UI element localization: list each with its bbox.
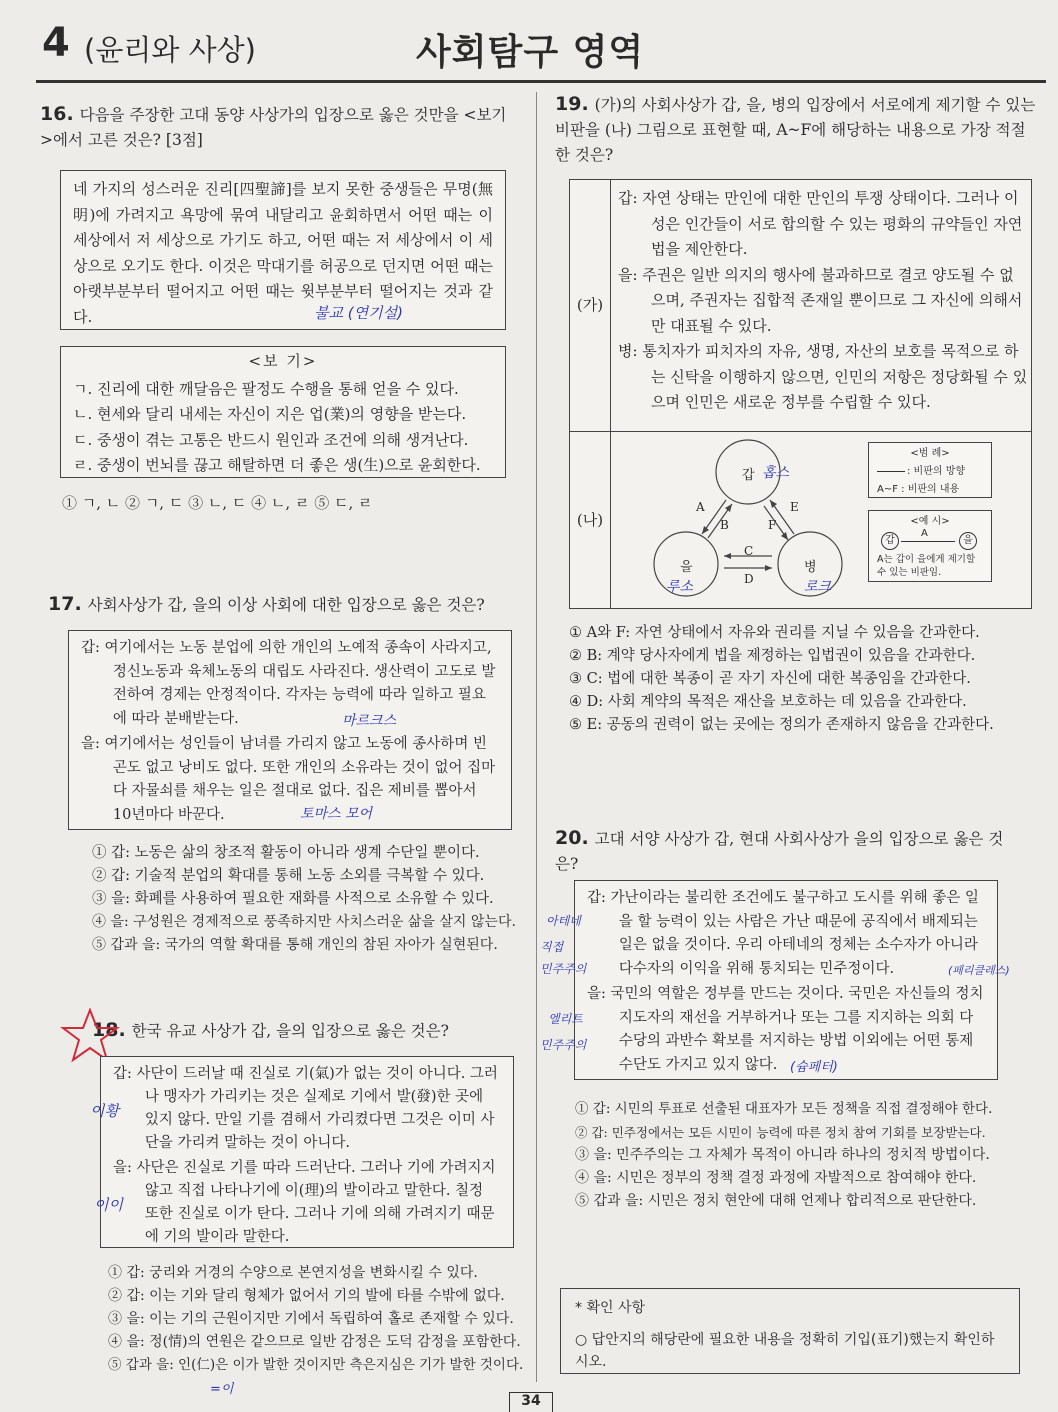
page-header <box>36 18 1036 76</box>
question-19-choice-5[interactable]: ⑤ E: 공동의 권력이 없는 곳에는 정의가 존재하지 않음을 간과한다. <box>569 717 994 733</box>
handwritten-note-18-bottom: =이 <box>210 1382 234 1397</box>
handwritten-node-gap: 홉스 <box>762 465 790 481</box>
question-17-text: 사회사상가 갑, 을의 이상 사회에 대한 입장으로 옳은 것은? <box>87 596 485 614</box>
node-gap: 갑 <box>742 468 755 483</box>
question-17-passage <box>68 630 512 830</box>
handwritten-note-20-eul: (슘페터) <box>790 1060 838 1075</box>
handwritten-note-18-gap: 이황 <box>90 1102 119 1120</box>
label-d: D <box>744 572 754 586</box>
question-17-choice-3[interactable]: ③ 을: 화폐를 사용하여 필요한 재화를 사적으로 소유할 수 있다. <box>92 891 494 907</box>
question-18-text: 한국 유교 사상가 갑, 을의 입장으로 옳은 것은? <box>131 1022 449 1040</box>
node-byeong: 병 <box>804 560 817 575</box>
question-20-choice-2[interactable]: ② 갑: 민주정에서는 모든 시민이 능력에 따른 정치 참여 기회를 보장받는다. <box>575 1125 986 1140</box>
label-b: B <box>720 518 729 532</box>
statement-gap: 갑: 자연 상태는 만인에 대한 만인의 투쟁 상태이다. 그러나 이성은 인간들이 서로 합의할 수 있는 평화의 규약들인 자연법을 제안한다. <box>618 189 1023 258</box>
question-20-choice-3[interactable]: ③ 을: 민주주의는 그 자체가 목적이 아니라 하나의 정치적 방법이다. <box>575 1147 990 1163</box>
question-20-choice-4[interactable]: ④ 을: 시민은 정부의 정책 결정 과정에 자발적으로 참여해야 한다. <box>575 1170 977 1186</box>
statement-eul: 을: 주권은 일반 의지의 행사에 불과하므로 결코 양도될 수 없으며, 주권자는 집합적 존재일 뿐이므로 그 자신에 의해서만 대표될 수 있다. <box>618 265 1023 335</box>
page-number: 34 <box>509 1392 553 1412</box>
question-18-passage <box>100 1056 514 1248</box>
question-18-choice-4[interactable]: ④ 을: 정(情)의 연원은 같으므로 일반 감정은 도덕 감정을 포함한다. <box>108 1334 521 1350</box>
question-20-stem <box>555 826 1025 877</box>
legend-arrow-row <box>877 462 991 477</box>
question-20-passage-eul: 을: 국민의 역할은 정부를 만드는 것이다. 국민은 자신들의 정치 지도자의 재선을 거부하거나 또는 그를 지지하는 의회 다수당의 과반수 확보를 저지하는 방법 이외에는 어떤 통제 수단도 가지고 있지 않다. <box>587 986 984 1073</box>
question-16-passage <box>60 170 506 330</box>
row-label-ga: (가) <box>570 180 611 431</box>
question-17-choice-1[interactable]: ① 갑: 노동은 삶의 창조적 활동이 아니라 생계 수단일 뿐이다. <box>92 845 480 861</box>
question-18-number: 18. <box>92 1019 126 1041</box>
question-19-stem <box>555 92 1040 168</box>
question-20-passage <box>574 880 998 1080</box>
page-header-subject: (윤리와 사상) <box>84 33 256 67</box>
handwritten-left-5: 민주주의 <box>540 1038 587 1052</box>
handwritten-note-20-gap: (페리클레스) <box>948 964 1010 977</box>
question-16-number: 16. <box>40 103 74 125</box>
check-notice-box <box>560 1288 1020 1374</box>
question-19-table <box>569 179 1032 609</box>
question-20-number: 20. <box>555 827 589 849</box>
question-16-text: 다음을 주장한 고대 동양 사상가의 입장으로 옳은 것만을 <보기>에서 고른 것은? [3점] <box>40 106 507 149</box>
question-16-bogi <box>60 346 506 478</box>
question-16-passage-text: 네 가지의 성스러운 진리[四聖諦]를 보지 못한 중생들은 무명(無明)에 가려지고 욕망에 묶여 내달리고 윤회하면서 어떤 때는 이 세상에서 저 세상으로 가기도 하고, 어떤 때는 저 세상에서 이 세상으로 오기도 한다. 이것은 막대기를 허공으로 던지면 어떤 때는 아랫부분부터 떨어지고 어떤 때는 윗부분부터 떨어지는 것과 같다. <box>73 180 493 326</box>
question-19-choice-4[interactable]: ④ D: 사회 계약의 목적은 재산을 보호하는 데 있음을 간과한다. <box>569 694 967 710</box>
row-label-na: (나) <box>570 432 611 608</box>
question-17-passage-gap: 갑: 여기에서는 노동 분업에 의한 개인의 노예적 종속이 사라지고, 정신노동과 육체노동의 대립도 사라진다. 생산력이 고도로 발전하여 경제는 안정적이다. 각자는 능력에 따라 일하고 필요에 따라 분배받는다. <box>81 640 496 727</box>
handwritten-left-1: 아테네 <box>546 914 581 928</box>
handwritten-note-16: 불교 (연기설) <box>314 304 403 322</box>
example-node-gap: 갑 <box>881 532 899 550</box>
question-18-choice-1[interactable]: ① 갑: 궁리와 거경의 수양으로 본연지성을 변화시킬 수 있다. <box>108 1265 478 1281</box>
bogi-item: ㄱ. 진리에 대한 깨달음은 팔정도 수행을 통해 얻을 수 있다. <box>73 379 459 398</box>
question-19-statements <box>618 186 1028 416</box>
question-17-passage-eul: 을: 여기에서는 성인들이 남녀를 가리지 않고 노동에 종사하며 빈곤도 없고 낭비도 없다. 또한 개인의 소유라는 것이 없어 집마다 자물쇠를 채우는 일은 절대로 없다. 집은 제비를 뽑아서 10년마다 바꾼다. <box>81 736 496 823</box>
bogi-item: ㄹ. 중생이 번뇌를 끊고 해탈하면 더 좋은 생(生)으로 윤회한다. <box>73 456 481 474</box>
handwritten-node-eul: 루소 <box>666 579 694 595</box>
question-19-choice-3[interactable]: ③ C: 법에 대한 복종이 곧 자기 자신에 대한 복종임을 간과한다. <box>569 671 971 687</box>
legend-arrow-icon <box>877 471 905 472</box>
legend-arrow-text: : 비판의 방향 <box>907 466 966 477</box>
statement-byeong: 병: 통치자가 피치자의 자유, 생명, 자산의 보호를 목적으로 하는 신탁을 이행하지 않으면, 인민의 저항은 정당화될 수 있으며 인민은 새로운 정부를 수립할 수 있다. <box>618 342 1028 411</box>
question-16-stem <box>40 102 510 153</box>
label-c: C <box>744 544 754 558</box>
legend-box <box>868 442 992 498</box>
question-17-choice-5[interactable]: ⑤ 갑과 을: 국가의 역할 확대를 통해 개인의 참된 자아가 실현된다. <box>92 937 498 953</box>
label-a: A <box>696 500 705 514</box>
question-17-number: 17. <box>48 593 82 615</box>
example-diagram <box>869 529 991 551</box>
example-desc: A는 갑이 을에게 제기할 수 있는 비판임. <box>877 554 976 578</box>
header-rule <box>36 80 1046 83</box>
question-20-text: 고대 서양 사상가 갑, 현대 사회사상가 을의 입장으로 옳은 것은? <box>555 830 1004 873</box>
example-box <box>868 510 992 582</box>
node-eul: 을 <box>680 560 693 575</box>
question-18-choice-2[interactable]: ② 갑: 이는 기와 달리 형체가 없어서 기의 발에 타를 수밖에 없다. <box>108 1288 505 1304</box>
handwritten-left-2: 직접 <box>540 940 564 954</box>
bogi-item: ㄷ. 중생이 겪는 고통은 반드시 원인과 조건에 의해 생겨난다. <box>73 430 469 449</box>
label-f: F <box>768 518 777 532</box>
legend-title: <범 례> <box>910 448 950 459</box>
question-20-passage-gap: 갑: 가난이라는 불리한 조건에도 불구하고 도시를 위해 좋은 일을 할 능력이 있는 사람은 가난 때문에 공직에서 배제되는 일은 없을 것이다. 우리 아테네의 정체는 소수자가 아니라 다수자의 이익을 위해 통치되는 민주정이다. <box>587 890 979 977</box>
question-20-choice-5[interactable]: ⑤ 갑과 을: 시민은 정치 현안에 대해 언제나 합리적으로 판단한다. <box>575 1193 977 1209</box>
question-17-choice-2[interactable]: ② 갑: 기술적 분업의 확대를 통해 노동 소외를 극복할 수 있다. <box>92 868 485 884</box>
bogi-item: ㄴ. 현세와 달리 내세는 자신이 지은 업(業)의 영향을 받는다. <box>73 405 467 423</box>
example-label-a: A <box>921 528 928 539</box>
question-18-choice-3[interactable]: ③ 을: 이는 기의 근원이지만 기에서 독립하여 홀로 존재할 수 있다. <box>108 1311 514 1327</box>
handwritten-note-18-eul: 이이 <box>94 1196 123 1214</box>
legend-af-desc: : 비판의 내용 <box>901 484 960 495</box>
handwritten-left-4: 엘리트 <box>548 1012 583 1026</box>
label-e: E <box>790 500 799 514</box>
question-18-stem <box>92 1018 522 1044</box>
question-19-number: 19. <box>555 93 589 115</box>
handwritten-note-17-gap: 마르크스 <box>342 713 397 729</box>
example-arrow-icon <box>901 541 955 542</box>
question-19-row-ga <box>570 180 1031 432</box>
bogi-title: <보 기> <box>248 352 318 370</box>
question-17-stem <box>48 592 518 618</box>
check-notice-title: * 확인 사항 <box>575 1300 645 1316</box>
page-header-number: 4 <box>42 20 70 66</box>
example-title: <예 시> <box>910 516 950 527</box>
question-18-choice-5[interactable]: ⑤ 갑과 을: 인(仁)은 이가 발한 것이지만 측은지심은 기가 발한 것이다. <box>108 1357 524 1373</box>
question-17-choice-4[interactable]: ④ 을: 구성원은 경제적으로 풍족하지만 사치스러운 삶을 살지 않는다. <box>92 914 516 930</box>
example-node-eul: 을 <box>959 532 977 550</box>
legend-af: A~F <box>877 484 898 495</box>
question-18-passage-gap: 갑: 사단이 드러날 때 진실로 기(氣)가 없는 것이 아니다. 그러나 맹자가 가리키는 것은 실제로 기에서 발(發)한 곳에 있지 않다. 만일 기를 겸해서 가리켰다면 그것은 이미 사단을 가리켜 말하는 것이 아니다. <box>113 1066 498 1151</box>
question-19-text: (가)의 사회사상가 갑, 을, 병의 입장에서 서로에게 제기할 수 있는 비판을 (나) 그림으로 표현할 때, A~F에 해당하는 내용으로 가장 적절한 것은? <box>555 96 1036 164</box>
question-19-choice-2[interactable]: ② B: 계약 당사자에게 법을 제정하는 입법권이 있음을 간과한다. <box>569 648 976 664</box>
handwritten-left-3: 민주주의 <box>540 962 587 976</box>
question-18-passage-eul: 을: 사단은 진실로 기를 따라 드러난다. 그러나 기에 가려지지 않고 직접 나타나기에 이(理)의 발이라고 말한다. 칠정 또한 진실로 이가 탄다. 그러나 기에 의해 가려지기 때문에 기의 발이라 말한다. <box>113 1160 496 1245</box>
question-16-choices[interactable]: ① ㄱ, ㄴ ② ㄱ, ㄷ ③ ㄴ, ㄷ ④ ㄴ, ㄹ ⑤ ㄷ, ㄹ <box>62 494 373 512</box>
check-notice-text: ○ 답안지의 해당란에 필요한 내용을 정확히 기입(표기)했는지 확인하시오. <box>575 1332 995 1370</box>
question-19-choice-1[interactable]: ① A와 F: 자연 상태에서 자유와 권리를 지닐 수 있음을 간과한다. <box>569 625 980 641</box>
handwritten-node-byeong: 로크 <box>804 579 832 595</box>
question-20-choice-1[interactable]: ① 갑: 시민의 투표로 선출된 대표자가 모든 정책을 직접 결정해야 한다. <box>575 1101 993 1117</box>
legend-af-row <box>877 480 991 495</box>
page-title: 사회탐구 영역 <box>416 32 645 73</box>
column-divider <box>536 92 537 1382</box>
handwritten-note-17-eul: 토마스 모어 <box>300 806 373 822</box>
